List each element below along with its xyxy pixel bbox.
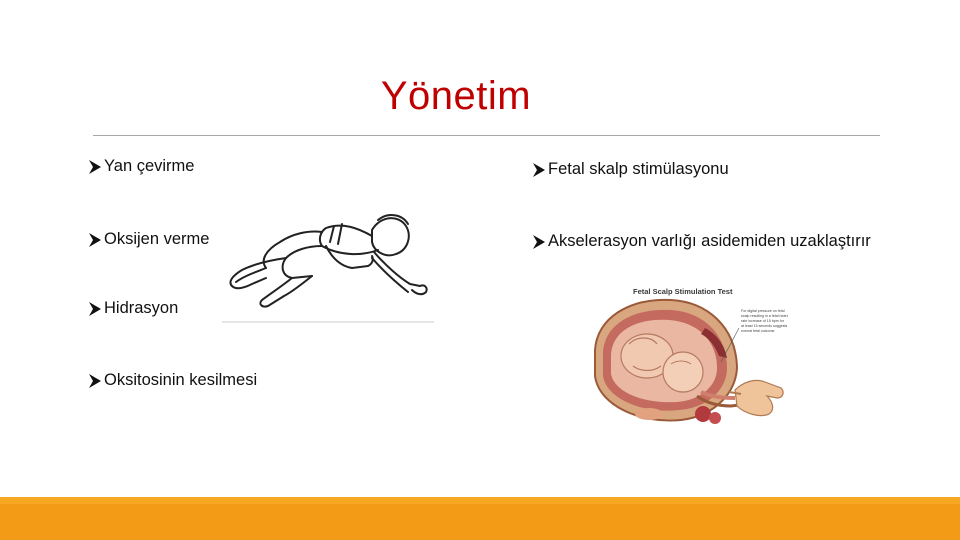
bullet-item-yan-cevirme <box>88 157 194 176</box>
figure-caption: For digital pressure on fetal scalp resulting in a fetal heart rate increase of 15 bpm for at least 15 seconds suggests normal fetal outcome <box>741 309 788 333</box>
arrow-bullet-icon <box>88 232 102 248</box>
arrow-bullet-icon <box>88 301 102 317</box>
arrow-bullet-icon <box>532 162 546 178</box>
title-divider <box>93 135 880 136</box>
bullet-text: Fetal skalp stimülasyonu <box>548 160 729 178</box>
arrow-bullet-icon <box>88 159 102 175</box>
slide-title: Yönetim <box>380 74 532 118</box>
bullet-text: Oksijen verme <box>104 230 210 248</box>
bullet-text: Oksitosinin kesilmesi <box>104 371 258 389</box>
arrow-bullet-icon <box>88 373 102 389</box>
bullet-item-oksitosinin-kesilmesi <box>88 371 257 390</box>
bullet-text: Akselerasyon varlığı asidemiden uzaklaştırır <box>548 232 871 250</box>
arrow-bullet-icon <box>532 234 546 250</box>
footer-accent-bar <box>0 497 960 540</box>
bullet-text: Yan çevirme <box>104 157 195 175</box>
side-lying-position-illustration <box>222 206 434 324</box>
bullet-item-hidrasyon <box>88 299 178 318</box>
bullet-item-oksijen-verme <box>88 230 209 249</box>
bullet-item-fetal-skalp <box>532 160 729 179</box>
footer-accent-bar-inner <box>0 504 960 540</box>
bullet-item-akselerasyon <box>532 232 871 251</box>
bullet-text: Hidrasyon <box>104 299 179 317</box>
fetal-scalp-stimulation-illustration <box>585 280 788 428</box>
figure-heading: Fetal Scalp Stimulation Test <box>633 287 733 296</box>
